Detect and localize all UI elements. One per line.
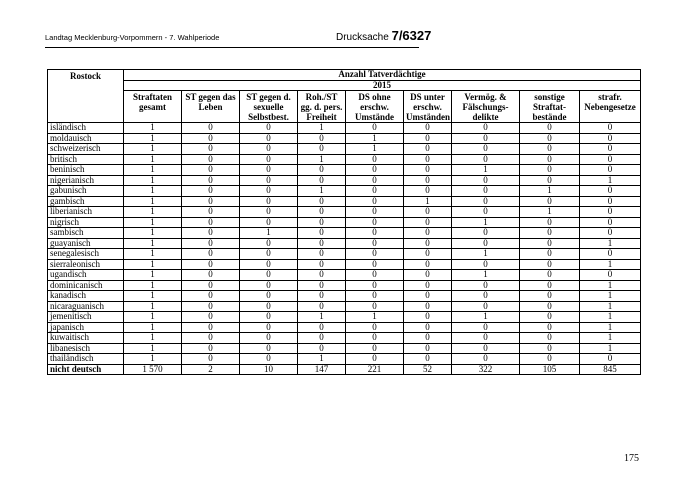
table-cell: 0 [298, 333, 346, 344]
table-cell: 0 [346, 238, 404, 249]
row-label: britisch [48, 154, 124, 165]
table-cell: 1 [124, 322, 182, 333]
table-row [48, 364, 641, 375]
table-row [48, 280, 641, 291]
row-label: japanisch [48, 322, 124, 333]
table-cell: 0 [346, 228, 404, 239]
table-cell: 0 [452, 186, 520, 197]
row-label: nigrisch [48, 217, 124, 228]
row-label: jemenitisch [48, 312, 124, 323]
table-cell: 1 [124, 343, 182, 354]
table-cell: 0 [520, 175, 580, 186]
table-cell: 0 [240, 207, 298, 218]
table-row [48, 228, 641, 239]
table-cell: 1 [580, 175, 641, 186]
table-cell: 0 [520, 249, 580, 260]
table-cell: 1 [124, 196, 182, 207]
table-cell: 0 [520, 133, 580, 144]
table-cell: 0 [240, 312, 298, 323]
table-cell: 1 [346, 312, 404, 323]
table-cell: 0 [240, 354, 298, 365]
table-cell: 0 [580, 207, 641, 218]
table-cell: 0 [182, 144, 240, 155]
table-cell: 0 [404, 343, 452, 354]
table-cell: 0 [404, 123, 452, 134]
table-cell: 0 [520, 238, 580, 249]
table-cell: 0 [520, 165, 580, 176]
table-row [48, 165, 641, 176]
table-cell: 221 [346, 364, 404, 375]
table-cell: 0 [298, 217, 346, 228]
row-label: moldauisch [48, 133, 124, 144]
table-cell: 0 [346, 354, 404, 365]
table-cell: 0 [298, 322, 346, 333]
table-cell: 0 [240, 217, 298, 228]
table-cell: 0 [452, 354, 520, 365]
table-cell: 1 [452, 312, 520, 323]
table-cell: 0 [452, 291, 520, 302]
table-cell: 0 [346, 301, 404, 312]
table-cell: 0 [452, 123, 520, 134]
table-cell: 0 [404, 238, 452, 249]
row-label: senegalesisch [48, 249, 124, 260]
table-cell: 0 [182, 196, 240, 207]
table-cell: 1 [580, 291, 641, 302]
table-cell: 0 [580, 196, 641, 207]
table-cell: 0 [298, 238, 346, 249]
table-cell: 0 [240, 280, 298, 291]
table-cell: 0 [346, 217, 404, 228]
table-cell: 0 [580, 228, 641, 239]
table-cell: 0 [182, 238, 240, 249]
table-cell: 0 [298, 133, 346, 144]
table-cell: 0 [580, 154, 641, 165]
table-cell: 1 [298, 312, 346, 323]
table-cell: 0 [298, 207, 346, 218]
table-cell: 0 [298, 291, 346, 302]
table-cell: 0 [298, 165, 346, 176]
table-cell: 0 [580, 186, 641, 197]
table-cell: 0 [182, 301, 240, 312]
table-cell: 0 [298, 196, 346, 207]
table-cell: 1 [124, 144, 182, 155]
table-cell: 0 [182, 280, 240, 291]
table-cell: 1 [452, 165, 520, 176]
table-cell: 1 [124, 175, 182, 186]
column-header: sonstige Straftat-bestände [520, 91, 580, 123]
table-cell: 0 [182, 270, 240, 281]
statistics-table [47, 69, 641, 375]
table-cell: 0 [520, 333, 580, 344]
table-cell: 1 [298, 154, 346, 165]
table-cell: 1 [124, 228, 182, 239]
table-cell: 322 [452, 364, 520, 375]
table-cell: 0 [182, 165, 240, 176]
table-cell: 0 [580, 123, 641, 134]
table-row [48, 259, 641, 270]
table-cell: 1 [580, 333, 641, 344]
column-header: Straftaten gesamt [124, 91, 182, 123]
table-cell: 0 [346, 259, 404, 270]
table-cell: 0 [452, 333, 520, 344]
row-label: ugandisch [48, 270, 124, 281]
table-cell: 0 [182, 175, 240, 186]
doc-number: 7/6327 [391, 28, 432, 43]
table-cell: 0 [240, 301, 298, 312]
table-cell: 0 [452, 175, 520, 186]
table-cell: 0 [580, 144, 641, 155]
table-cell: 0 [404, 354, 452, 365]
table-cell: 0 [240, 175, 298, 186]
table-cell: 0 [182, 322, 240, 333]
row-label: nicaraguanisch [48, 301, 124, 312]
row-label: beninisch [48, 165, 124, 176]
table-cell: 0 [240, 196, 298, 207]
table-cell: 1 [580, 322, 641, 333]
table-row [48, 144, 641, 155]
table-cell: 1 [240, 228, 298, 239]
table-cell: 0 [182, 207, 240, 218]
header-rule [45, 47, 419, 48]
table-row [48, 343, 641, 354]
table-cell: 0 [182, 354, 240, 365]
table-cell: 1 [346, 133, 404, 144]
table-cell: 1 [124, 165, 182, 176]
table-cell: 845 [580, 364, 641, 375]
row-label: kuwaitisch [48, 333, 124, 344]
table-cell: 1 [298, 186, 346, 197]
table-cell: 0 [346, 154, 404, 165]
table-cell: 0 [404, 333, 452, 344]
column-header: strafr. Nebengesetze [580, 91, 641, 123]
table-cell: 0 [182, 312, 240, 323]
table-row [48, 238, 641, 249]
year-header: 2015 [124, 80, 641, 91]
table-row [48, 291, 641, 302]
table-cell: 1 [452, 217, 520, 228]
table-cell: 1 [580, 238, 641, 249]
table-cell: 0 [404, 322, 452, 333]
table-cell: 1 [580, 280, 641, 291]
table-cell: 0 [182, 291, 240, 302]
table-cell: 0 [346, 175, 404, 186]
table-cell: 0 [346, 165, 404, 176]
table-row [48, 175, 641, 186]
table-cell: 0 [520, 154, 580, 165]
table-cell: 1 [124, 280, 182, 291]
table-cell: 0 [452, 207, 520, 218]
table-cell: 1 [124, 207, 182, 218]
table-cell: 0 [452, 301, 520, 312]
table-cell: 0 [452, 133, 520, 144]
table-cell: 1 [124, 270, 182, 281]
table-cell: 0 [240, 270, 298, 281]
table-cell: 0 [346, 186, 404, 197]
table-cell: 0 [240, 249, 298, 260]
table-cell: 0 [404, 186, 452, 197]
table-cell: 0 [452, 343, 520, 354]
table-cell: 0 [182, 228, 240, 239]
table-cell: 0 [452, 322, 520, 333]
table-cell: 0 [404, 217, 452, 228]
table-cell: 52 [404, 364, 452, 375]
table-cell: 0 [580, 133, 641, 144]
row-label: liberianisch [48, 207, 124, 218]
table-cell: 0 [240, 333, 298, 344]
table-cell: 0 [404, 165, 452, 176]
corner-header: Rostock [48, 70, 124, 123]
row-label: sambisch [48, 228, 124, 239]
table-cell: 1 [580, 343, 641, 354]
row-label: isländisch [48, 123, 124, 134]
table-cell: 1 [124, 249, 182, 260]
table-cell: 0 [404, 270, 452, 281]
table-cell: 1 [452, 270, 520, 281]
table-cell: 0 [240, 154, 298, 165]
table-cell: 0 [182, 333, 240, 344]
table-cell: 1 [298, 354, 346, 365]
table-cell: 0 [298, 228, 346, 239]
table-cell: 0 [346, 196, 404, 207]
table-cell: 0 [520, 196, 580, 207]
table-cell: 0 [240, 238, 298, 249]
table-row [48, 207, 641, 218]
table-cell: 0 [298, 144, 346, 155]
table-cell: 0 [520, 144, 580, 155]
table-cell: 0 [240, 133, 298, 144]
row-label: schweizerisch [48, 144, 124, 155]
table-cell: 0 [240, 123, 298, 134]
table-cell: 0 [404, 144, 452, 155]
table-cell: 0 [520, 322, 580, 333]
column-header: DS ohne erschw. Umstände [346, 91, 404, 123]
table-cell: 1 [520, 207, 580, 218]
column-header: Roh./ST gg. d. pers. Freiheit [298, 91, 346, 123]
table-cell: 1 [124, 312, 182, 323]
row-label: guayanisch [48, 238, 124, 249]
table-cell: 1 [404, 196, 452, 207]
row-label: kanadisch [48, 291, 124, 302]
table-cell: 0 [404, 249, 452, 260]
table-cell: 0 [346, 207, 404, 218]
table-cell: 0 [404, 291, 452, 302]
table-row [48, 322, 641, 333]
table-cell: 0 [520, 280, 580, 291]
table-cell: 0 [182, 249, 240, 260]
table-cell: 0 [240, 322, 298, 333]
table-cell: 0 [346, 333, 404, 344]
table-cell: 1 [580, 301, 641, 312]
table-cell: 0 [580, 217, 641, 228]
table-cell: 0 [520, 217, 580, 228]
table-cell: 0 [580, 165, 641, 176]
table-cell: 1 [124, 186, 182, 197]
table-cell: 0 [452, 196, 520, 207]
table-cell: 0 [240, 259, 298, 270]
row-label: gabunisch [48, 186, 124, 197]
table-cell: 0 [182, 123, 240, 134]
table-cell: 0 [452, 154, 520, 165]
table-cell: 0 [520, 291, 580, 302]
table-cell: 2 [182, 364, 240, 375]
table-cell: 1 [124, 333, 182, 344]
page-number: 175 [624, 453, 639, 464]
table-cell: 105 [520, 364, 580, 375]
row-label: dominicanisch [48, 280, 124, 291]
table-cell: 1 570 [124, 364, 182, 375]
table-cell: 0 [520, 312, 580, 323]
table-cell: 1 [124, 154, 182, 165]
column-header: DS unter erschw. Umständen [404, 91, 452, 123]
header-parliament: Landtag Mecklenburg-Vorpommern - 7. Wahlperiode [45, 33, 220, 42]
table-cell: 0 [298, 249, 346, 260]
table-row [48, 186, 641, 197]
table-cell: 0 [580, 270, 641, 281]
table-cell: 0 [346, 280, 404, 291]
group-header: Anzahl Tatverdächtige [124, 70, 641, 81]
table-cell: 1 [580, 312, 641, 323]
row-label: nicht deutsch [48, 364, 124, 375]
table-cell: 0 [298, 270, 346, 281]
row-label: nigerianisch [48, 175, 124, 186]
table-cell: 0 [452, 280, 520, 291]
table-cell: 0 [404, 301, 452, 312]
table-cell: 0 [452, 259, 520, 270]
table-body [48, 123, 641, 375]
table-cell: 0 [182, 343, 240, 354]
column-header: ST gegen das Leben [182, 91, 240, 123]
table-cell: 0 [580, 249, 641, 260]
table-cell: 1 [520, 186, 580, 197]
table-row [48, 301, 641, 312]
table-cell: 0 [520, 343, 580, 354]
table-row [48, 196, 641, 207]
table-cell: 0 [182, 217, 240, 228]
table-row [48, 249, 641, 260]
header-document-number [336, 28, 431, 43]
table-cell: 0 [520, 259, 580, 270]
table-cell: 1 [124, 291, 182, 302]
table-cell: 0 [404, 133, 452, 144]
table-cell: 0 [520, 228, 580, 239]
table-cell: 1 [124, 217, 182, 228]
table-row [48, 123, 641, 134]
table-cell: 0 [240, 291, 298, 302]
row-label: sierraleonisch [48, 259, 124, 270]
table-cell: 1 [346, 144, 404, 155]
table-cell: 0 [240, 343, 298, 354]
table-cell: 1 [124, 354, 182, 365]
table-cell: 0 [346, 270, 404, 281]
table-cell: 0 [298, 301, 346, 312]
table-cell: 0 [404, 228, 452, 239]
table-cell: 0 [404, 259, 452, 270]
table-cell: 0 [452, 228, 520, 239]
table-cell: 0 [346, 123, 404, 134]
table-cell: 1 [124, 133, 182, 144]
table-row [48, 333, 641, 344]
table-cell: 0 [520, 354, 580, 365]
doc-label: Drucksache [336, 32, 389, 43]
table-cell: 0 [240, 165, 298, 176]
table-cell: 147 [298, 364, 346, 375]
table-cell: 0 [520, 123, 580, 134]
table-cell: 0 [182, 186, 240, 197]
table-row [48, 154, 641, 165]
table-cell: 1 [298, 123, 346, 134]
table-cell: 0 [520, 301, 580, 312]
table-cell: 0 [346, 322, 404, 333]
table-row [48, 133, 641, 144]
table-row [48, 312, 641, 323]
table-cell: 0 [404, 154, 452, 165]
table-cell: 1 [124, 238, 182, 249]
table-cell: 1 [124, 301, 182, 312]
table-cell: 0 [298, 280, 346, 291]
table-cell: 1 [124, 259, 182, 270]
table-row [48, 354, 641, 365]
table-cell: 0 [298, 259, 346, 270]
table-cell: 0 [580, 354, 641, 365]
table-cell: 10 [240, 364, 298, 375]
table-row [48, 217, 641, 228]
table-cell: 0 [182, 154, 240, 165]
table-cell: 0 [182, 259, 240, 270]
table-cell: 0 [346, 343, 404, 354]
table-cell: 0 [404, 207, 452, 218]
column-header: Vermög. & Fälschungs-delikte [452, 91, 520, 123]
row-label: gambisch [48, 196, 124, 207]
table-cell: 0 [404, 312, 452, 323]
row-label: thailändisch [48, 354, 124, 365]
table-cell: 0 [404, 175, 452, 186]
table-cell: 0 [452, 238, 520, 249]
table-cell: 0 [298, 175, 346, 186]
table-cell: 1 [124, 123, 182, 134]
column-header-row [48, 91, 641, 123]
table-cell: 0 [520, 270, 580, 281]
table-cell: 0 [452, 144, 520, 155]
table-row [48, 270, 641, 281]
table-cell: 0 [298, 343, 346, 354]
table-cell: 0 [404, 280, 452, 291]
table-cell: 0 [240, 186, 298, 197]
table-cell: 0 [346, 249, 404, 260]
row-label: libanesisch [48, 343, 124, 354]
column-header: ST gegen d. sexuelle Selbstbest. [240, 91, 298, 123]
table-cell: 1 [580, 259, 641, 270]
table-cell: 1 [452, 249, 520, 260]
table-cell: 0 [182, 133, 240, 144]
table-cell: 0 [346, 291, 404, 302]
table-cell: 0 [240, 144, 298, 155]
